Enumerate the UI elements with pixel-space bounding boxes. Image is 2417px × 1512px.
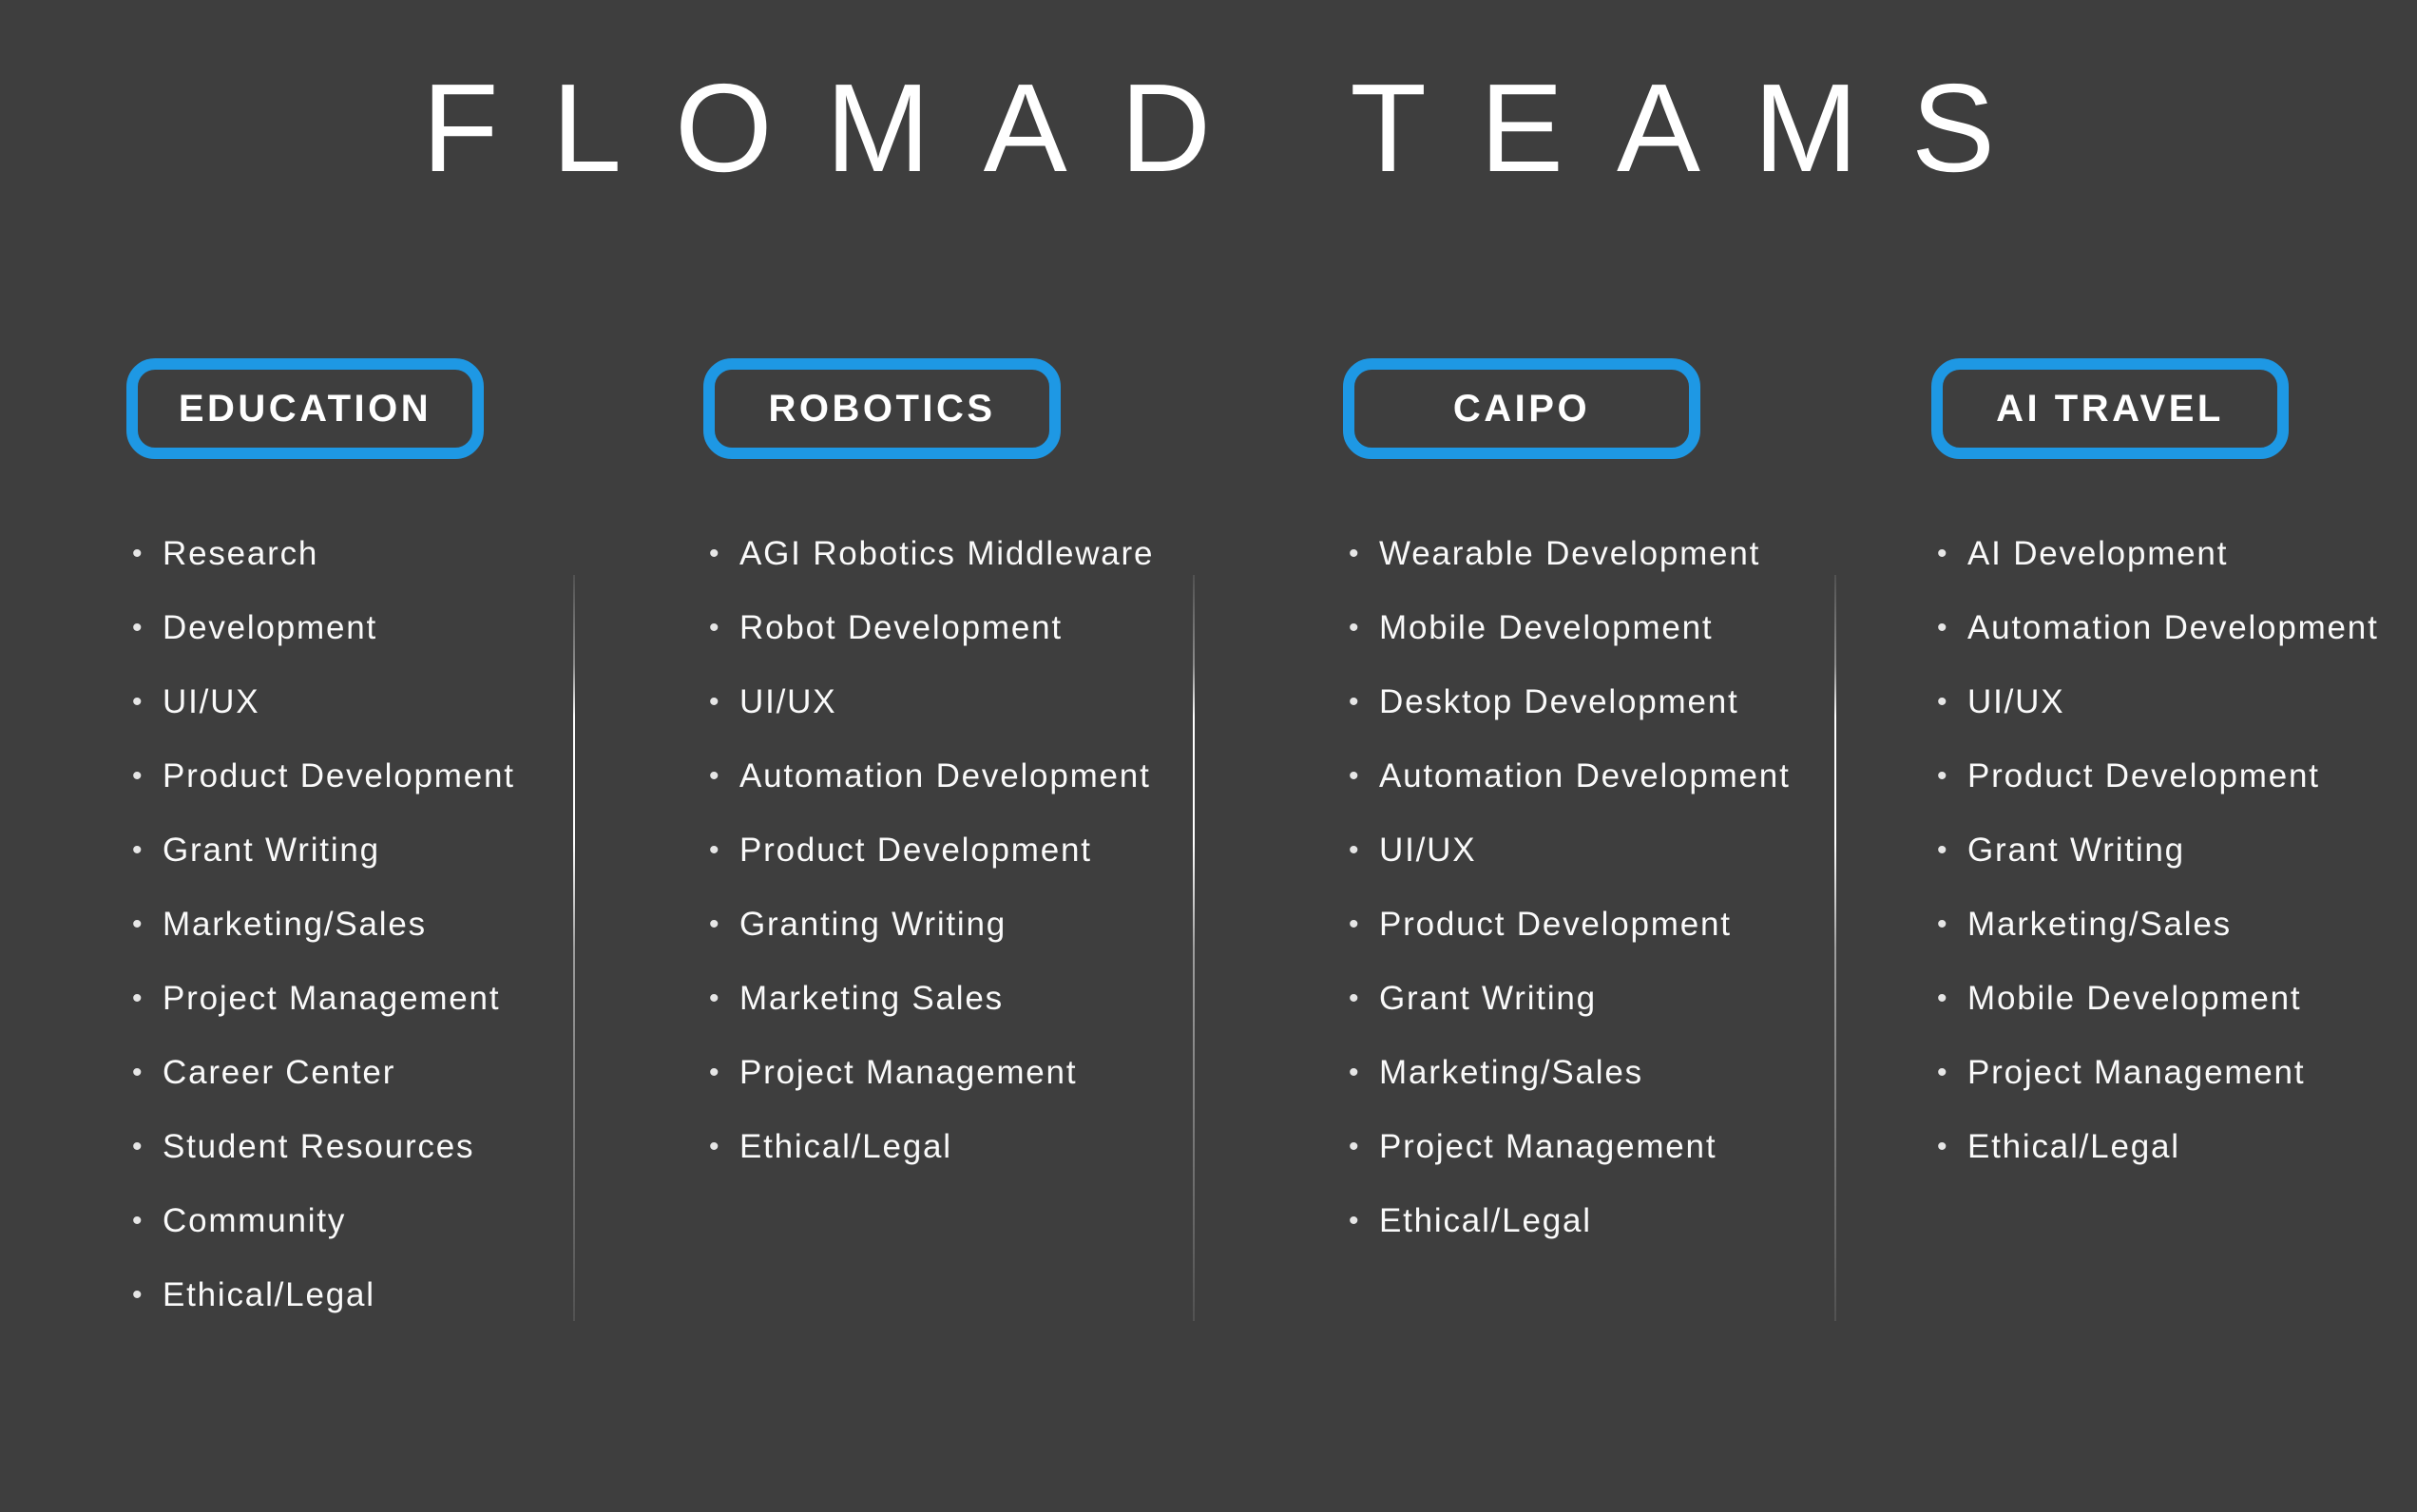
team-column-ai-travel xyxy=(1931,358,2417,1204)
bullet-icon: • xyxy=(709,760,719,792)
team-list-caipo xyxy=(1343,537,1856,1238)
bullet-icon: • xyxy=(1937,760,1947,792)
column-divider xyxy=(1193,575,1195,1321)
list-item-label: Student Resources xyxy=(163,1128,475,1165)
column-divider xyxy=(573,575,575,1321)
list-item xyxy=(126,1130,640,1164)
bullet-icon: • xyxy=(1937,686,1947,718)
list-item-label: Automation Development xyxy=(739,757,1151,794)
list-item xyxy=(1343,982,1856,1016)
list-item xyxy=(126,908,640,942)
bullet-icon: • xyxy=(132,1279,143,1311)
list-item xyxy=(126,685,640,719)
list-item xyxy=(126,759,640,794)
bullet-icon: • xyxy=(709,538,719,569)
team-header-label: EDUCATION xyxy=(178,387,432,430)
list-item xyxy=(1343,611,1856,645)
bullet-icon: • xyxy=(132,612,143,643)
bullet-icon: • xyxy=(1937,538,1947,569)
list-item xyxy=(1343,1130,1856,1164)
bullet-icon: • xyxy=(709,686,719,718)
list-item xyxy=(126,611,640,645)
list-item-label: Automation Development xyxy=(1379,757,1791,794)
list-item-label: Marketing Sales xyxy=(739,980,1004,1017)
bullet-icon: • xyxy=(1937,983,1947,1014)
list-item xyxy=(703,1056,1217,1090)
list-item xyxy=(126,1056,640,1090)
bullet-icon: • xyxy=(1349,1057,1359,1088)
bullet-icon: • xyxy=(709,1057,719,1088)
list-item xyxy=(703,685,1217,719)
list-item-label: UI/UX xyxy=(1967,683,2065,720)
list-item xyxy=(703,833,1217,868)
list-item xyxy=(126,537,640,571)
team-header-box-ai-travel xyxy=(1931,358,2289,459)
team-header-box-education xyxy=(126,358,484,459)
list-item-label: Grant Writing xyxy=(163,832,380,869)
list-item-label: Mobile Development xyxy=(1967,980,2302,1017)
list-item-label: Product Development xyxy=(1967,757,2320,794)
list-item xyxy=(1343,1204,1856,1238)
list-item xyxy=(1931,685,2417,719)
list-item-label: Project Management xyxy=(163,980,501,1017)
bullet-icon: • xyxy=(132,834,143,866)
list-item xyxy=(1931,537,2417,571)
list-item xyxy=(1931,1130,2417,1164)
list-item-label: UI/UX xyxy=(163,683,260,720)
list-item-label: Ethical/Legal xyxy=(1967,1128,2180,1165)
list-item xyxy=(1343,685,1856,719)
list-item-label: Desktop Development xyxy=(1379,683,1739,720)
team-header-label: AI TRAVEL xyxy=(1996,387,2224,430)
team-list-ai-travel xyxy=(1931,537,2417,1164)
bullet-icon: • xyxy=(709,909,719,940)
list-item xyxy=(703,1130,1217,1164)
list-item-label: Product Development xyxy=(163,757,515,794)
list-item xyxy=(1931,1056,2417,1090)
list-item xyxy=(1343,833,1856,868)
bullet-icon: • xyxy=(1937,1131,1947,1162)
team-header-box-robotics xyxy=(703,358,1061,459)
list-item-label: Robot Development xyxy=(739,609,1063,646)
bullet-icon: • xyxy=(1349,760,1359,792)
bullet-icon: • xyxy=(1349,983,1359,1014)
column-divider xyxy=(1834,575,1836,1321)
list-item-label: Marketing/Sales xyxy=(1967,906,2232,943)
list-item xyxy=(1343,537,1856,571)
bullet-icon: • xyxy=(132,1131,143,1162)
bullet-icon: • xyxy=(1349,538,1359,569)
list-item xyxy=(1931,833,2417,868)
bullet-icon: • xyxy=(1937,1057,1947,1088)
list-item xyxy=(703,611,1217,645)
team-list-education xyxy=(126,537,640,1312)
list-item xyxy=(1931,759,2417,794)
list-item xyxy=(1931,908,2417,942)
list-item-label: Grant Writing xyxy=(1967,832,2185,869)
list-item xyxy=(703,982,1217,1016)
list-item-label: Project Management xyxy=(739,1054,1078,1091)
list-item xyxy=(1343,759,1856,794)
list-item-label: Research xyxy=(163,535,319,572)
bullet-icon: • xyxy=(1349,1205,1359,1236)
list-item xyxy=(703,537,1217,571)
list-item-label: AGI Robotics Middleware xyxy=(739,535,1155,572)
list-item-label: Marketing/Sales xyxy=(1379,1054,1643,1091)
bullet-icon: • xyxy=(1937,909,1947,940)
bullet-icon: • xyxy=(132,1205,143,1236)
bullet-icon: • xyxy=(132,538,143,569)
bullet-icon: • xyxy=(709,834,719,866)
list-item-label: Project Management xyxy=(1379,1128,1717,1165)
team-header-label: CAIPO xyxy=(1452,387,1591,430)
team-list-robotics xyxy=(703,537,1217,1164)
list-item-label: Product Development xyxy=(739,832,1092,869)
list-item xyxy=(126,982,640,1016)
bullet-icon: • xyxy=(709,983,719,1014)
bullet-icon: • xyxy=(132,983,143,1014)
list-item xyxy=(703,759,1217,794)
list-item-label: Wearable Development xyxy=(1379,535,1761,572)
list-item-label: Ethical/Legal xyxy=(1379,1202,1592,1239)
list-item xyxy=(126,1204,640,1238)
team-column-education xyxy=(126,358,640,1352)
team-header-box-caipo xyxy=(1343,358,1700,459)
bullet-icon: • xyxy=(1349,612,1359,643)
list-item-label: UI/UX xyxy=(739,683,837,720)
team-header-label: ROBOTICS xyxy=(768,387,996,430)
list-item-label: UI/UX xyxy=(1379,832,1477,869)
bullet-icon: • xyxy=(132,686,143,718)
list-item-label: Granting Writing xyxy=(739,906,1007,943)
list-item-label: Automation Development xyxy=(1967,609,2379,646)
list-item xyxy=(1931,982,2417,1016)
list-item xyxy=(1931,611,2417,645)
bullet-icon: • xyxy=(132,1057,143,1088)
bullet-icon: • xyxy=(709,612,719,643)
bullet-icon: • xyxy=(132,909,143,940)
list-item-label: Product Development xyxy=(1379,906,1732,943)
list-item-label: Development xyxy=(163,609,378,646)
team-column-robotics xyxy=(703,358,1217,1204)
bullet-icon: • xyxy=(709,1131,719,1162)
list-item-label: AI Development xyxy=(1967,535,2229,572)
list-item-label: Career Center xyxy=(163,1054,396,1091)
list-item xyxy=(1343,908,1856,942)
bullet-icon: • xyxy=(1937,612,1947,643)
bullet-icon: • xyxy=(1349,1131,1359,1162)
bullet-icon: • xyxy=(132,760,143,792)
list-item-label: Project Management xyxy=(1967,1054,2306,1091)
list-item-label: Mobile Development xyxy=(1379,609,1714,646)
list-item-label: Ethical/Legal xyxy=(163,1276,375,1313)
list-item xyxy=(1343,1056,1856,1090)
list-item xyxy=(126,833,640,868)
bullet-icon: • xyxy=(1349,686,1359,718)
list-item-label: Grant Writing xyxy=(1379,980,1597,1017)
list-item-label: Marketing/Sales xyxy=(163,906,427,943)
bullet-icon: • xyxy=(1349,909,1359,940)
team-column-caipo xyxy=(1343,358,1856,1278)
list-item xyxy=(126,1278,640,1312)
bullet-icon: • xyxy=(1937,834,1947,866)
bullet-icon: • xyxy=(1349,834,1359,866)
page-title: FLOMAD TEAMS xyxy=(421,58,2049,198)
list-item-label: Community xyxy=(163,1202,347,1239)
list-item-label: Ethical/Legal xyxy=(739,1128,952,1165)
list-item xyxy=(703,908,1217,942)
